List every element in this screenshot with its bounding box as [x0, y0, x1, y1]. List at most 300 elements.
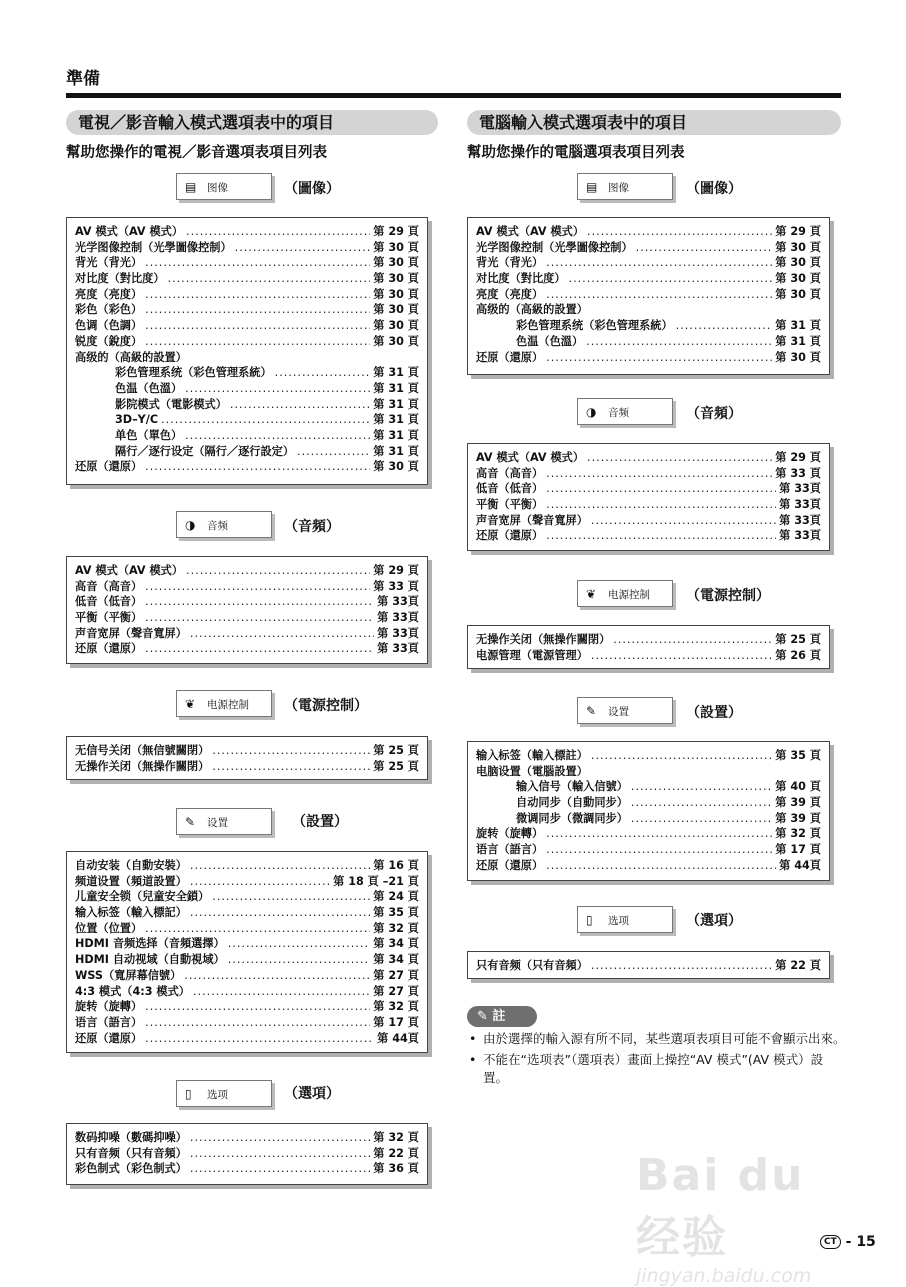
dot-leader [145, 1031, 374, 1047]
menu-item-label: 色调（色調） [75, 319, 143, 333]
dot-leader [190, 626, 374, 642]
dot-leader [297, 444, 370, 460]
menu-item-row [75, 1146, 419, 1162]
dot-leader [168, 271, 371, 287]
menu-item-label: 彩色（彩色） [75, 303, 143, 317]
dot-leader [145, 921, 370, 937]
menu-item-page: 第 33頁 [377, 611, 419, 625]
tab-caption: （圖像） [284, 181, 340, 197]
menu-item-row [75, 412, 419, 428]
menu-item-page: 第 24 頁 [373, 890, 419, 904]
menu-item-row [75, 641, 419, 657]
menu-item-page: 第 40 頁 [775, 780, 821, 794]
menu-item-label: 自动同步（自動同步） [516, 796, 628, 810]
dot-leader [546, 528, 776, 544]
menu-item-label: 光学图像控制（光學圖像控制） [476, 240, 633, 254]
menu-item-row [476, 350, 821, 366]
menu-tab-option [577, 906, 673, 933]
menu-item-label: AV 模式（AV 模式） [75, 564, 184, 577]
tab-caption: （選項） [686, 913, 742, 929]
dot-leader [212, 743, 370, 759]
dot-leader [212, 889, 370, 905]
menu-item-label: 单色（單色） [115, 428, 183, 442]
menu-item-row [75, 968, 419, 984]
menu-item-label: 彩色管理系统（彩色管理系統） [115, 366, 272, 380]
menu-item-label: 旋转（旋轉） [75, 1000, 143, 1014]
note-list [467, 1030, 847, 1090]
menu-list-box [467, 217, 830, 375]
menu-item-page: 第 30 頁 [373, 256, 419, 270]
tab-label: 电源控制 [207, 699, 249, 711]
menu-item-page: 第 33頁 [779, 529, 821, 543]
menu-tab-power [577, 580, 673, 607]
dot-leader [145, 641, 374, 657]
dot-leader [587, 450, 772, 466]
menu-item-label: 旋转（旋轉） [476, 827, 544, 841]
dot-leader [546, 826, 772, 842]
dot-leader [591, 958, 772, 974]
menu-item-row [476, 528, 821, 544]
dot-leader [190, 1130, 370, 1146]
menu-tab-audio [176, 511, 272, 538]
menu-item-page: 第 30 頁 [373, 287, 419, 301]
menu-item-row [476, 334, 821, 350]
dot-leader [591, 513, 776, 529]
dot-leader [587, 224, 772, 240]
dot-leader [631, 779, 772, 795]
menu-item-label: 3D–Y/C [115, 413, 159, 427]
menu-item-page: 第 33頁 [779, 482, 821, 496]
menu-item-row [75, 397, 419, 413]
menu-item-label: AV 模式（AV 模式） [476, 451, 585, 464]
dot-leader [145, 1015, 370, 1031]
menu-item-row [476, 513, 821, 529]
menu-item-row [75, 743, 419, 759]
menu-item-page: 第 27 頁 [373, 968, 419, 982]
menu-item-row [75, 1015, 419, 1031]
menu-item-row [75, 459, 419, 475]
menu-item-row [476, 318, 821, 334]
dot-leader [636, 240, 773, 256]
menu-item-page: 第 17 頁 [775, 843, 821, 857]
dot-leader [676, 318, 773, 334]
dot-leader [145, 594, 374, 610]
tab-caption: （電源控制） [284, 698, 368, 714]
menu-item-row [476, 811, 821, 827]
menu-item-label: 还原（還原） [476, 529, 544, 543]
menu-item-page: 第 35 頁 [373, 906, 419, 920]
menu-item-page: 第 30 頁 [775, 272, 821, 286]
power-control-icon: ❦ [185, 697, 196, 711]
menu-item-row [476, 302, 821, 318]
menu-list-box [66, 1123, 428, 1185]
dot-leader [228, 952, 371, 968]
menu-item-row [75, 444, 419, 460]
menu-item-label: 还原（還原） [75, 460, 143, 474]
tab-label: 设置 [608, 706, 629, 718]
menu-item-page: 第 32 頁 [373, 1000, 419, 1014]
menu-item-row [75, 287, 419, 303]
menu-item-row [476, 224, 821, 240]
dot-leader [193, 984, 370, 1000]
dot-leader [190, 1161, 370, 1177]
menu-item-row [75, 1031, 419, 1047]
menu-item-label: 电源管理（電源管理） [476, 648, 588, 662]
menu-list-box [66, 556, 428, 664]
menu-item-page: 第 31 頁 [373, 413, 419, 427]
menu-item-row [75, 874, 419, 890]
menu-item-label: 彩色制式（彩色制式） [75, 1162, 187, 1176]
menu-item-label: 亮度（亮度） [476, 287, 544, 301]
dot-leader [230, 397, 370, 413]
dot-leader [586, 334, 772, 350]
menu-item-label: AV 模式（AV 模式） [476, 225, 585, 238]
watermark-url: jingyan.baidu.com [636, 1265, 812, 1287]
dot-leader [185, 381, 370, 397]
menu-item-row [75, 240, 419, 256]
dot-leader [145, 999, 370, 1015]
menu-item-row [476, 255, 821, 271]
menu-item-row [476, 748, 821, 764]
page-dash: - [845, 1234, 857, 1250]
dot-leader [546, 350, 772, 366]
menu-item-page: 第 29 頁 [373, 225, 419, 238]
tab-caption: （圖像） [686, 181, 742, 197]
menu-list-box [467, 625, 830, 669]
dot-leader [190, 1146, 370, 1162]
menu-item-page: 第 32 頁 [373, 1131, 419, 1144]
menu-item-page: 第 32 頁 [373, 921, 419, 935]
menu-item-row [476, 842, 821, 858]
menu-list-box [467, 951, 830, 979]
menu-item-page: 第 31 頁 [373, 397, 419, 411]
menu-item-label: 语言（語言） [75, 1015, 143, 1029]
menu-item-page: 第 30 頁 [775, 287, 821, 301]
menu-item-label: 高级的（高級的設置） [476, 303, 588, 317]
menu-item-page: 第 33頁 [377, 642, 419, 656]
dot-leader [546, 497, 776, 513]
menu-item-page: 第 30 頁 [373, 303, 419, 317]
tab-caption: （音頻） [686, 406, 742, 422]
dot-leader [190, 905, 370, 921]
dot-leader [184, 968, 370, 984]
menu-item-label: 输入标签（輸入標註） [476, 749, 588, 762]
menu-item-label: WSS（寬屏幕信號） [75, 968, 182, 982]
menu-item-page: 第 39 頁 [775, 796, 821, 810]
menu-item-row [476, 958, 821, 974]
page-number-value: 15 [856, 1234, 876, 1250]
menu-item-label: 声音宽屏（聲音寬屏） [75, 626, 187, 640]
menu-item-row [476, 632, 821, 648]
menu-item-label: 还原（還原） [75, 642, 143, 656]
menu-item-page: 第 44頁 [779, 858, 821, 872]
menu-item-row [476, 271, 821, 287]
menu-item-label: 还原（還原） [476, 858, 544, 872]
menu-item-label: 平衡（平衡） [476, 498, 544, 512]
dot-leader [161, 412, 370, 428]
dot-leader [185, 428, 370, 444]
menu-item-label: 无操作关闭（無操作關閉） [476, 633, 611, 646]
menu-tab-audio [577, 398, 673, 425]
menu-item-page: 第 29 頁 [373, 564, 419, 577]
tab-label: 音频 [608, 407, 629, 419]
left-subtitle: 幫助您操作的電視／影音選項表項目列表 [66, 145, 327, 161]
menu-item-label: 输入标签（輸入標記） [75, 906, 187, 920]
menu-item-label: 还原（還原） [476, 350, 544, 364]
menu-item-row [75, 255, 419, 271]
menu-item-row [75, 759, 419, 775]
right-section-title: 電腦輸入模式選項表中的項目 [467, 110, 841, 135]
menu-item-label: 对比度（對比度） [476, 272, 566, 286]
menu-item-page: 第 30 頁 [373, 334, 419, 348]
tab-label: 图像 [608, 182, 629, 194]
menu-item-page: 第 31 頁 [373, 381, 419, 395]
menu-item-label: 输入信号（輸入信號） [516, 780, 628, 794]
menu-item-label: 影院模式（電影模式） [115, 397, 227, 411]
menu-item-row [75, 579, 419, 595]
dot-leader [569, 271, 773, 287]
menu-item-label: 电脑设置（電腦設置） [476, 764, 588, 778]
menu-tab-power [176, 690, 272, 717]
menu-item-label: 隔行／逐行设定（隔行／逐行設定） [115, 444, 295, 458]
menu-item-row [75, 999, 419, 1015]
menu-item-row [476, 287, 821, 303]
menu-item-row [75, 952, 419, 968]
menu-item-label: 只有音频（只有音頻） [75, 1146, 187, 1160]
picture-icon: ▤ [185, 180, 197, 194]
menu-item-page: 第 30 頁 [373, 460, 419, 474]
tab-label: 设置 [207, 817, 228, 829]
menu-item-row [75, 610, 419, 626]
menu-tab-option [176, 1080, 272, 1107]
menu-item-page: 第 33 頁 [373, 579, 419, 593]
menu-item-page: 第 29 頁 [775, 225, 821, 238]
page-title: 準備 [66, 69, 100, 89]
menu-item-label: 低音（低音） [75, 595, 143, 609]
menu-list-box [66, 736, 428, 780]
dot-leader [591, 748, 772, 764]
menu-item-label: HDMI 音频选择（音頻選擇） [75, 937, 225, 951]
menu-item-page: 第 17 頁 [373, 1015, 419, 1029]
note-item: • 由於選擇的輸入源有所不同，某些選項表項目可能不會顯示出來。 [467, 1030, 847, 1048]
tab-caption: （電源控制） [686, 588, 770, 604]
menu-item-row [75, 365, 419, 381]
note-item: • 不能在“选项表”（選項表）畫面上操控“AV 模式”(AV 模式）設置。 [467, 1051, 847, 1087]
dot-leader [145, 302, 370, 318]
menu-item-row [75, 271, 419, 287]
menu-item-label: HDMI 自动视域（自動視域） [75, 953, 225, 967]
menu-item-page: 第 35 頁 [775, 749, 821, 762]
tab-label: 选项 [207, 1089, 228, 1101]
menu-item-page: 第 29 頁 [775, 451, 821, 464]
menu-item-page: 第 22 頁 [373, 1146, 419, 1160]
menu-item-page: 第 30 頁 [373, 272, 419, 286]
menu-item-row [476, 826, 821, 842]
menu-item-page: 第 34 頁 [373, 953, 419, 967]
menu-item-page: 第 33 頁 [775, 466, 821, 480]
menu-item-row [476, 648, 821, 664]
dot-leader [145, 287, 370, 303]
menu-item-label: 对比度（對比度） [75, 272, 165, 286]
dot-leader [145, 334, 370, 350]
menu-item-row [476, 450, 821, 466]
menu-item-row [75, 1130, 419, 1146]
menu-tab-picture [577, 173, 673, 200]
menu-item-row [476, 240, 821, 256]
menu-item-page: 第 31 頁 [775, 334, 821, 348]
menu-item-row [75, 858, 419, 874]
menu-item-label: 无信号关闭（無信號關閉） [75, 744, 210, 757]
menu-item-row [75, 224, 419, 240]
menu-item-row [75, 318, 419, 334]
menu-item-page: 第 30 頁 [775, 240, 821, 254]
menu-item-page: 第 16 頁 [373, 859, 419, 872]
dot-leader [546, 842, 772, 858]
menu-item-label: 色温（色溫） [516, 334, 584, 348]
menu-item-label: 微调同步（微調同步） [516, 811, 628, 825]
menu-item-row [75, 350, 419, 366]
menu-item-label: 色温（色溫） [115, 381, 183, 395]
menu-item-page: 第 32 頁 [775, 827, 821, 841]
menu-item-row [476, 795, 821, 811]
dot-leader [212, 759, 370, 775]
menu-item-row [75, 381, 419, 397]
menu-item-label: 高音（高音） [476, 466, 544, 480]
menu-item-label: 声音宽屏（聲音寬屏） [476, 513, 588, 527]
menu-item-label: AV 模式（AV 模式） [75, 225, 184, 238]
power-control-icon: ❦ [586, 587, 597, 601]
menu-item-row [75, 626, 419, 642]
menu-item-page: 第 36 頁 [373, 1162, 419, 1176]
dot-leader [631, 811, 772, 827]
menu-item-label: 平衡（平衡） [75, 611, 143, 625]
menu-tab-picture [176, 173, 272, 200]
menu-item-page: 第 25 頁 [373, 744, 419, 757]
menu-item-page: 第 33頁 [377, 595, 419, 609]
menu-item-page: 第 25 頁 [373, 759, 419, 773]
page-number [820, 1234, 876, 1250]
menu-item-row [75, 936, 419, 952]
menu-item-label: 位置（位置） [75, 921, 143, 935]
menu-item-page: 第 33頁 [779, 498, 821, 512]
dot-leader [546, 255, 772, 271]
menu-item-row [75, 334, 419, 350]
menu-list-box [467, 741, 830, 881]
menu-list-box [467, 443, 830, 551]
dot-leader [546, 481, 776, 497]
dot-leader [145, 255, 370, 271]
menu-item-page: 第 31 頁 [373, 444, 419, 458]
menu-item-page: 第 27 頁 [373, 984, 419, 998]
menu-item-row [75, 1161, 419, 1177]
dot-leader [186, 563, 370, 579]
dot-leader [145, 610, 374, 626]
menu-item-row [75, 905, 419, 921]
menu-item-row [75, 428, 419, 444]
menu-item-label: 数码抑噪（數碼抑噪） [75, 1131, 187, 1144]
menu-item-page: 第 18 頁 –21 頁 [333, 874, 419, 888]
menu-item-row [476, 497, 821, 513]
menu-item-row [75, 594, 419, 610]
menu-item-row [75, 984, 419, 1000]
menu-tab-setup [176, 808, 272, 835]
menu-item-page: 第 30 頁 [775, 256, 821, 270]
tab-label: 图像 [207, 182, 228, 194]
menu-item-label: 背光（背光） [476, 256, 544, 270]
menu-list-box [66, 851, 428, 1053]
header-rule [66, 93, 841, 98]
menu-item-page: 第 31 頁 [373, 428, 419, 442]
menu-item-page: 第 33頁 [377, 626, 419, 640]
pencil-icon: ✎ [477, 1009, 493, 1024]
menu-list-box [66, 217, 428, 485]
menu-item-label: 自动安装（自動安裝） [75, 859, 187, 872]
menu-item-label: 频道设置（頻道設置） [75, 874, 187, 888]
menu-item-label: 只有音频（只有音頻） [476, 959, 588, 972]
menu-item-row [476, 481, 821, 497]
menu-item-row [75, 563, 419, 579]
tab-caption: （音頻） [284, 519, 340, 535]
menu-item-label: 低音（低音） [476, 482, 544, 496]
dot-leader [190, 874, 330, 890]
menu-item-row [476, 764, 821, 780]
menu-item-label: 无操作关闭（無操作關閉） [75, 759, 210, 773]
menu-item-row [75, 889, 419, 905]
menu-item-label: 彩色管理系统（彩色管理系統） [516, 319, 673, 333]
dot-leader [145, 459, 370, 475]
menu-item-page: 第 34 頁 [373, 937, 419, 951]
option-icon: ▯ [185, 1087, 192, 1101]
menu-item-row [476, 779, 821, 795]
dot-leader [186, 224, 370, 240]
menu-item-label: 还原（還原） [75, 1031, 143, 1045]
menu-item-label: 语言（語言） [476, 843, 544, 857]
menu-item-page: 第 33頁 [779, 513, 821, 527]
menu-item-label: 儿童安全锁（兒童安全鎖） [75, 890, 210, 904]
audio-icon: ◑ [586, 405, 597, 419]
menu-item-page: 第 44頁 [377, 1031, 419, 1045]
menu-tab-setup [577, 697, 673, 724]
dot-leader [631, 795, 772, 811]
tab-label: 选项 [608, 915, 629, 927]
tab-caption: （選項） [284, 1086, 340, 1102]
dot-leader [235, 240, 371, 256]
dot-leader [145, 579, 370, 595]
menu-item-label: 光学图像控制（光學圖像控制） [75, 240, 232, 254]
region-badge: CT [820, 1235, 841, 1249]
menu-item-label: 锐度（銳度） [75, 334, 143, 348]
menu-item-label: 高级的（高級的設置） [75, 350, 187, 364]
right-subtitle: 幫助您操作的電腦選項表項目列表 [467, 145, 685, 161]
dot-leader [275, 365, 371, 381]
dot-leader [613, 632, 772, 648]
menu-item-row [75, 302, 419, 318]
note-badge-label: 註 [492, 1009, 506, 1024]
menu-item-page: 第 30 頁 [373, 240, 419, 254]
menu-item-label: 4:3 模式（4:3 模式） [75, 984, 190, 998]
tab-label: 电源控制 [608, 589, 650, 601]
dot-leader [546, 466, 772, 482]
dot-leader [228, 936, 371, 952]
dot-leader [546, 287, 772, 303]
dot-leader [145, 318, 370, 334]
watermark-brand: Bai du 经验 [636, 1150, 805, 1263]
tab-caption: （設置） [292, 814, 348, 830]
menu-item-row [476, 466, 821, 482]
menu-item-page: 第 25 頁 [775, 633, 821, 646]
menu-item-page: 第 39 頁 [775, 811, 821, 825]
menu-item-page: 第 30 頁 [775, 350, 821, 364]
